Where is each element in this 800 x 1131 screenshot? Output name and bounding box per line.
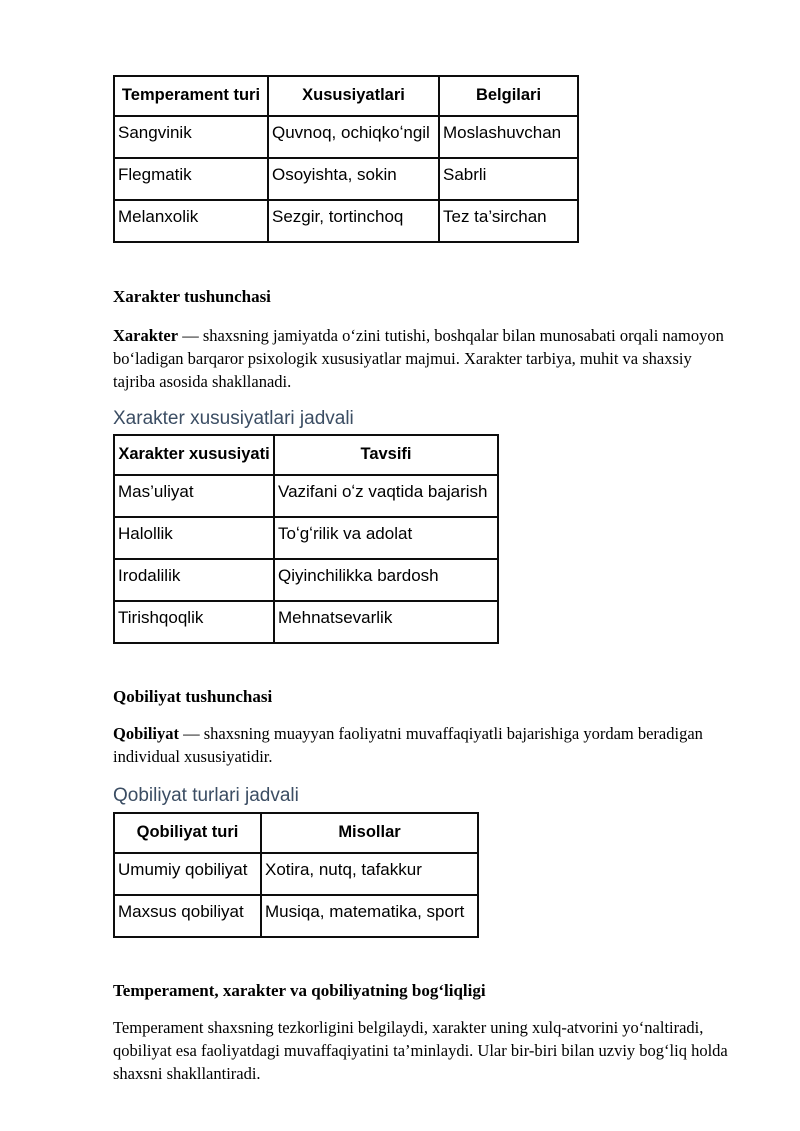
- xarakter-table: [113, 434, 499, 644]
- table-row: [114, 116, 578, 158]
- table-cell: Irodalilik: [114, 559, 274, 601]
- table-header-row: [114, 813, 478, 853]
- temperament-col-header-xususiyatlari: Xususiyatlari: [268, 76, 439, 116]
- table-row: [114, 475, 498, 517]
- table-cell: Xotira, nutq, tafakkur: [261, 853, 478, 895]
- xarakter-col-header-xususiyati: Xarakter xususiyati: [114, 435, 274, 475]
- table-header-row: [114, 435, 498, 475]
- table-cell: Moslashuvchan: [439, 116, 578, 158]
- table-header-row: [114, 76, 578, 116]
- qobiliyat-col-header-misollar: Misollar: [261, 813, 478, 853]
- temperament-table: [113, 75, 579, 243]
- paragraph-xarakter: [113, 324, 737, 393]
- table-cell: Mehnatsevarlik: [274, 601, 498, 643]
- table-cell: Osoyishta, sokin: [268, 158, 439, 200]
- qobiliyat-col-header-turi: Qobiliyat turi: [114, 813, 261, 853]
- table-row: [114, 200, 578, 242]
- table-cell: Musiqa, matematika, sport: [261, 895, 478, 937]
- section-heading-qobiliyat: Qobiliyat tushunchasi: [113, 687, 273, 706]
- qobiliyat-table: [113, 812, 479, 938]
- paragraph-bogliqlik: [113, 1016, 737, 1085]
- paragraph-qobiliyat: [113, 722, 737, 768]
- table-row: [114, 158, 578, 200]
- table-cell: Tirishqoqlik: [114, 601, 274, 643]
- table-cell: Umumiy qobiliyat: [114, 853, 261, 895]
- table-cell: Melanxolik: [114, 200, 268, 242]
- section-heading-xarakter: Xarakter tushunchasi: [113, 287, 271, 306]
- paragraph-lead-word: Qobiliyat: [113, 724, 180, 743]
- paragraph-lead-word: Xarakter: [113, 326, 179, 345]
- table-cell: Toʻgʻrilik va adolat: [274, 517, 498, 559]
- paragraph-body: Temperament shaxsning tezkorligini belgilaydi, xarakter uning xulq-atvorini yoʻnaltiradi, qobiliyat esa faoliyatdagi muvaffaqiyatini ta’minlaydi. Ular bir-biri bilan uzviy bogʻliq holda shaxsni shakllantiradi.: [113, 1018, 728, 1083]
- table-cell: Halollik: [114, 517, 274, 559]
- table-cell: Sangvinik: [114, 116, 268, 158]
- table-row: [114, 853, 478, 895]
- table-title-xarakter: Xarakter xususiyatlari jadvali: [113, 408, 354, 429]
- temperament-col-header-turi: Temperament turi: [114, 76, 268, 116]
- temperament-col-header-belgilari: Belgilari: [439, 76, 578, 116]
- paragraph-body: — shaxsning jamiyatda oʻzini tutishi, boshqalar bilan munosabati orqali namoyon boʻladigan barqaror psixologik xususiyatlar majmui. Xarakter tarbiya, muhit va shaxsiy tajriba asosida shakllanadi.: [113, 326, 724, 391]
- table-row: [114, 895, 478, 937]
- table-cell: Qiyinchilikka bardosh: [274, 559, 498, 601]
- table-row: [114, 517, 498, 559]
- table-cell: Quvnoq, ochiqkoʻngil: [268, 116, 439, 158]
- table-cell: Vazifani oʻz vaqtida bajarish: [274, 475, 498, 517]
- table-cell: Sabrli: [439, 158, 578, 200]
- table-title-qobiliyat: Qobiliyat turlari jadvali: [113, 785, 299, 806]
- table-row: [114, 601, 498, 643]
- section-heading-bogliqlik: Temperament, xarakter va qobiliyatning bogʻliqligi: [113, 981, 486, 1000]
- xarakter-col-header-tavsifi: Tavsifi: [274, 435, 498, 475]
- table-cell: Mas’uliyat: [114, 475, 274, 517]
- table-cell: Maxsus qobiliyat: [114, 895, 261, 937]
- table-cell: Sezgir, tortinchoq: [268, 200, 439, 242]
- table-row: [114, 559, 498, 601]
- table-cell: Flegmatik: [114, 158, 268, 200]
- table-cell: Tez ta’sirchan: [439, 200, 578, 242]
- paragraph-body: — shaxsning muayyan faoliyatni muvaffaqiyatli bajarishiga yordam beradigan individual xususiyatidir.: [113, 724, 703, 766]
